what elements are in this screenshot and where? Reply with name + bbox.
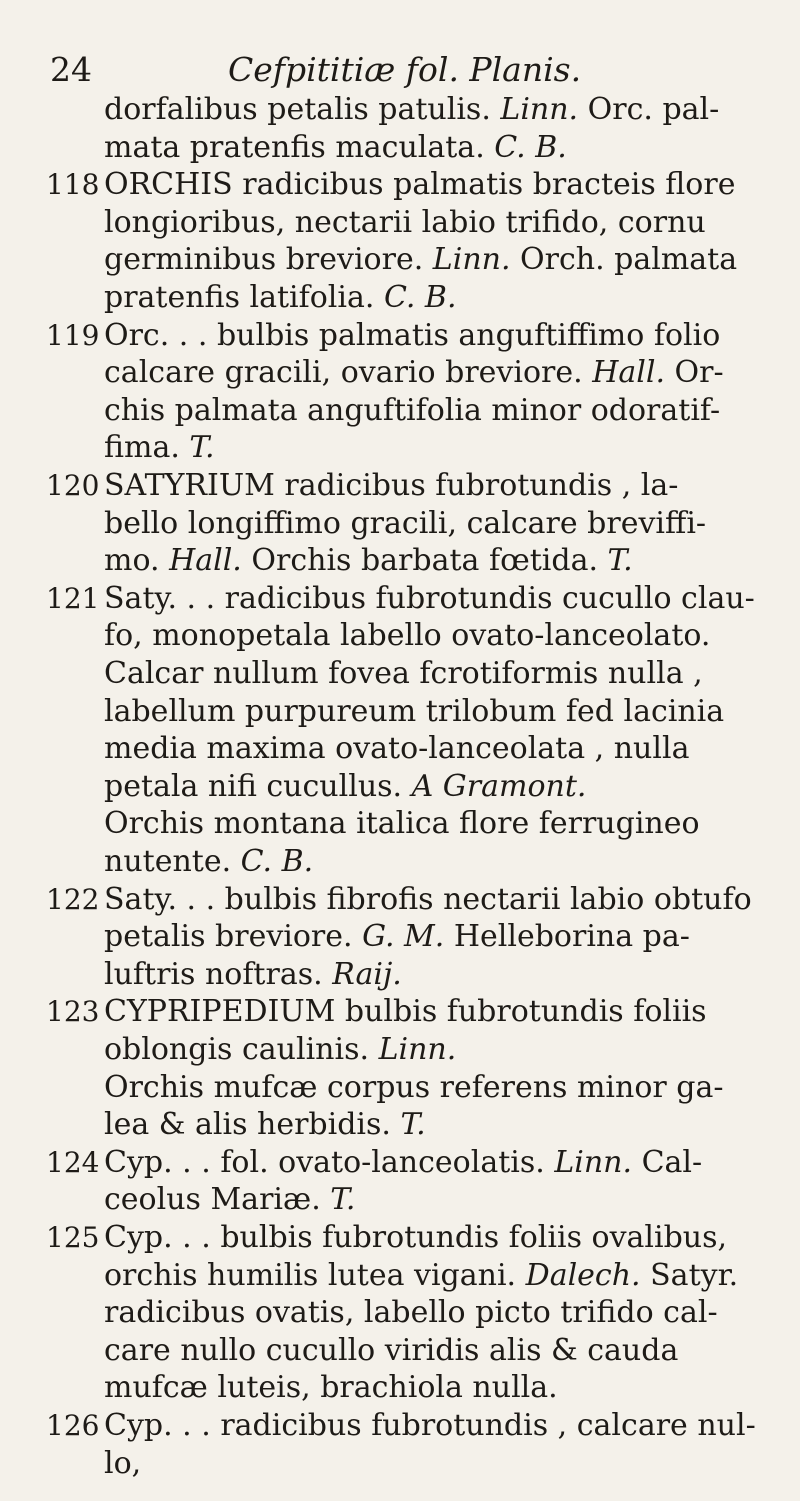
italic-citation: T. xyxy=(607,543,633,579)
italic-citation: Linn. xyxy=(378,1032,457,1067)
text-line xyxy=(104,92,778,128)
line-text: ceolus Mariæ. xyxy=(104,1182,331,1218)
line-text: Or- xyxy=(664,355,724,391)
line-text: Cyp. . . radicibus fubrotundis , calcare nul- xyxy=(104,1408,756,1443)
line-text: mata pratenfis maculata. xyxy=(104,129,495,165)
line-text: longioribus, nectarii labio trifido, cornu xyxy=(104,204,706,240)
text-line xyxy=(104,694,778,730)
text-line xyxy=(104,731,778,767)
line-text: Orchis montana italica flore ferrugineo xyxy=(104,806,700,842)
line-text: media maxima ovato-lanceolata , nulla xyxy=(104,731,690,767)
entry-number: 124 xyxy=(46,1145,100,1179)
line-text: oblongis caulinis. xyxy=(104,1032,379,1067)
running-header xyxy=(50,48,750,92)
line-text: Cal- xyxy=(632,1144,703,1180)
line-text: Orc. . . bulbis palmatis anguftiffimo folio xyxy=(104,317,721,353)
text-line xyxy=(104,1258,778,1294)
text-line xyxy=(104,844,778,880)
text-line xyxy=(104,1446,778,1482)
text-line xyxy=(104,1370,778,1406)
line-text: labellum purpureum trilobum fed lacinia xyxy=(104,693,725,729)
text-line xyxy=(104,430,778,466)
running-title: Cefpititiæ fol. Planis. xyxy=(228,50,582,89)
line-text: orchis humilis lutea vigani. xyxy=(104,1257,526,1293)
line-text: CYPRIPEDIUM bulbis fubrotundis foliis xyxy=(104,994,707,1030)
line-text: ORCHIS radicibus palmatis bracteis flore xyxy=(104,167,736,203)
line-text: Cyp. . . fol. ovato-lanceolatis. xyxy=(104,1144,555,1180)
entry-line xyxy=(46,1220,778,1256)
line-text: fima. xyxy=(104,430,190,466)
text-line xyxy=(104,543,778,579)
text-line xyxy=(104,1295,778,1331)
line-text: Helleborina pa- xyxy=(444,919,690,955)
entry-number: 122 xyxy=(46,882,100,916)
line-text: Saty. . . radicibus fubrotundis cucullo clau- xyxy=(104,580,755,616)
entry-line xyxy=(46,580,778,617)
entry-number: 126 xyxy=(46,1409,100,1442)
italic-citation: Hall. xyxy=(169,543,242,579)
page-number: 24 xyxy=(50,50,92,89)
line-text: nutente. xyxy=(104,844,241,879)
entry-line xyxy=(46,1144,778,1181)
italic-citation: G. M. xyxy=(362,919,445,955)
text-line xyxy=(104,1182,778,1218)
text-line xyxy=(104,957,778,993)
entry-line xyxy=(46,994,778,1030)
entry-number: 123 xyxy=(46,995,100,1029)
line-text: fo, monopetala labello ovato-lanceolato. xyxy=(104,618,711,654)
line-text: Orchis barbata fœtida. xyxy=(241,543,608,579)
text-line xyxy=(104,355,778,391)
entry-line xyxy=(46,1408,778,1444)
line-text: mo. xyxy=(104,543,170,579)
italic-citation: Linn. xyxy=(554,1144,633,1180)
text-line xyxy=(104,1107,778,1143)
text-line xyxy=(104,393,778,429)
line-text: chis palmata anguftifolia minor odoratif- xyxy=(104,392,721,428)
entry-line xyxy=(46,167,778,203)
line-text: Cyp. . . bulbis fubrotundis foliis ovalibus, xyxy=(104,1220,728,1255)
line-text: dorfalibus petalis patulis. xyxy=(104,92,501,127)
line-text: pratenfis latifolia. xyxy=(104,280,384,315)
italic-citation: T. xyxy=(400,1107,426,1143)
line-text: germinibus breviore. xyxy=(104,242,433,278)
line-text: care nullo cucullo viridis alis & cauda xyxy=(104,1332,679,1368)
entry-number: 119 xyxy=(46,318,100,352)
entry-line xyxy=(46,317,778,354)
entry-number: 120 xyxy=(46,469,100,502)
italic-citation: Dalech. xyxy=(525,1257,641,1293)
text-line xyxy=(104,618,778,654)
entry-number: 118 xyxy=(46,168,100,202)
line-text: Saty. . . bulbis fibrofis nectarii labio obtufo xyxy=(104,881,752,917)
entry-line xyxy=(46,468,778,504)
text-line xyxy=(104,242,778,278)
text-line xyxy=(104,205,778,241)
line-text: mufcæ luteis, brachiola nulla. xyxy=(104,1370,558,1406)
italic-citation: C. B. xyxy=(494,129,567,165)
text-line xyxy=(104,919,778,955)
text-line xyxy=(104,280,778,316)
italic-citation: A Gramont. xyxy=(411,768,587,804)
line-text: lea & alis herbidis. xyxy=(104,1107,401,1143)
line-text: Satyr. xyxy=(640,1257,739,1293)
line-text: Calcar nullum fovea fcrotiformis nulla , xyxy=(104,656,703,691)
italic-citation: Hall. xyxy=(592,355,665,391)
line-text: Orch. palmata xyxy=(510,242,738,278)
line-text: calcare gracili, ovario breviore. xyxy=(104,355,593,391)
italic-citation: C. B. xyxy=(240,844,314,879)
entry-line xyxy=(46,881,778,918)
line-text: lo, xyxy=(104,1445,142,1481)
italic-citation: Linn. xyxy=(500,92,579,127)
text-line xyxy=(104,1070,778,1106)
text-line xyxy=(104,1333,778,1369)
line-text: bello longiffimo gracili, calcare breviffi- xyxy=(104,505,707,541)
text-line xyxy=(104,506,778,542)
line-text: Orchis mufcæ corpus referens minor ga- xyxy=(104,1069,724,1105)
italic-citation: C. B. xyxy=(383,280,457,315)
line-text: Orc. pal- xyxy=(578,92,720,127)
line-text: petala nifi cucullus. xyxy=(104,768,412,804)
entry-number: 121 xyxy=(46,581,100,615)
italic-citation: Linn. xyxy=(432,242,511,278)
text-line xyxy=(104,806,778,842)
line-text: SATYRIUM radicibus fubrotundis , la- xyxy=(104,468,679,503)
line-text: radicibus ovatis, labello picto trifido cal- xyxy=(104,1295,718,1331)
text-line xyxy=(104,656,778,692)
text-line xyxy=(104,130,778,166)
italic-citation: T. xyxy=(330,1182,356,1218)
text-line xyxy=(104,769,778,805)
italic-citation: T. xyxy=(189,430,215,466)
text-line xyxy=(104,1032,778,1068)
entry-number: 125 xyxy=(46,1221,100,1254)
line-text: petalis breviore. xyxy=(104,919,363,955)
italic-citation: Raij. xyxy=(332,956,402,992)
line-text: luftris noftras. xyxy=(104,956,333,992)
